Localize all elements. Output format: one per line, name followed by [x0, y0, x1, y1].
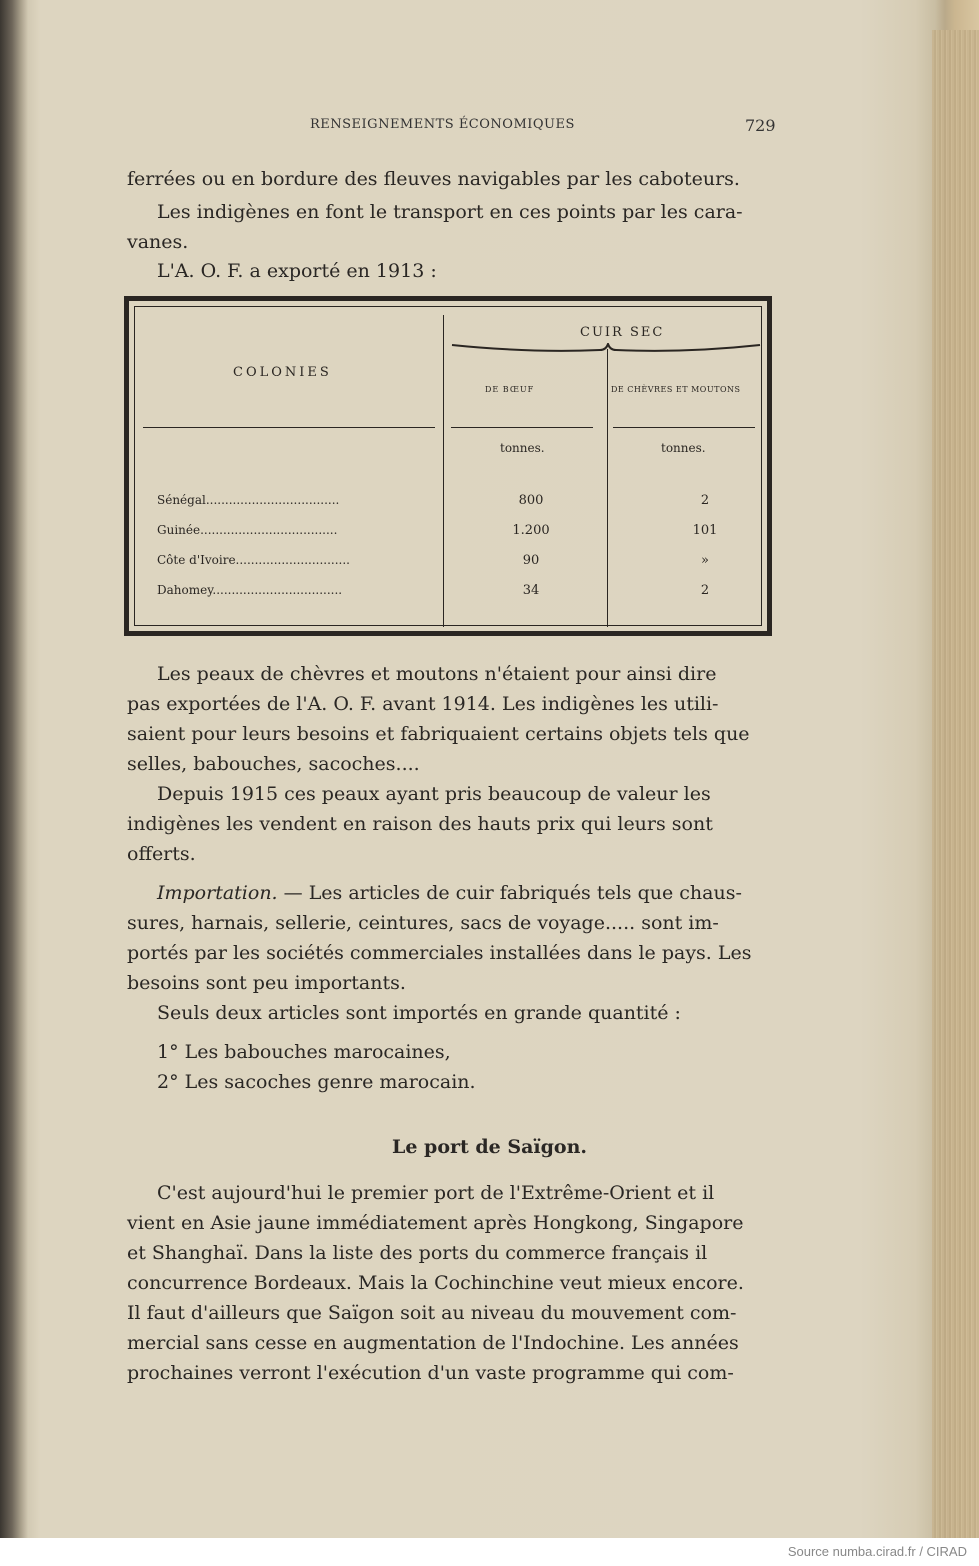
text-line: Il faut d'ailleurs que Saïgon soit au niveau du mouvement com-: [127, 1302, 737, 1324]
leader-dots: ...................................: [205, 493, 340, 507]
paragraph-7: [127, 998, 777, 1028]
text-line: Les indigènes en font le transport en ces points par les cara-: [157, 201, 743, 223]
text-line: offerts.: [127, 843, 196, 865]
text-line: saient pour leurs besoins et fabriquaient certains objets tels que: [127, 723, 750, 745]
unit-chevres: tonnes.: [661, 441, 706, 455]
header-rule: [613, 427, 755, 428]
table-inner-frame: [134, 306, 762, 626]
paragraph-4: [127, 659, 777, 779]
text-line: selles, babouches, sacoches....: [127, 753, 420, 775]
value-chevres: 2: [700, 583, 710, 598]
header-rule: [143, 427, 435, 428]
enumerated-list: [127, 1037, 777, 1097]
book-page-edges: [932, 30, 979, 1538]
text-line: L'A. O. F. a exporté en 1913 :: [157, 260, 437, 282]
value-chevres: »: [701, 553, 709, 568]
sub-header-boeuf: DE BŒUF: [485, 385, 535, 394]
leader-dots: ..............................: [235, 553, 350, 567]
value-chevres: 2: [700, 493, 710, 508]
page-number: 729: [745, 116, 776, 135]
table-row: [157, 583, 342, 597]
column-divider: [607, 349, 608, 627]
text-line: indigènes les vendent en raison des hauts prix qui leurs sont: [127, 813, 713, 835]
text-line: ferrées ou en bordure des fleuves navigables par les caboteurs.: [127, 168, 740, 190]
header-rule: [451, 427, 593, 428]
value-boeuf: 800: [518, 493, 544, 508]
paragraph-5: [127, 779, 777, 869]
column-divider: [443, 315, 444, 627]
table-row: [157, 523, 337, 537]
row-label: Guinée: [157, 523, 201, 537]
text-line: concurrence Bordeaux. Mais la Cochinchine veut mieux encore.: [127, 1272, 744, 1294]
list-item: 1° Les babouches marocaines,: [157, 1041, 451, 1063]
text-line: Seuls deux articles sont importés en grande quantité :: [157, 1002, 681, 1024]
section-heading: Le port de Saïgon.: [391, 1136, 588, 1158]
paragraph-8: [127, 1178, 777, 1388]
running-head: RENSEIGNEMENTS ÉCONOMIQUES: [310, 117, 575, 132]
text-line: besoins sont peu importants.: [127, 972, 406, 994]
row-label: Dahomey: [157, 583, 213, 597]
source-footer: [0, 1538, 979, 1566]
table-row: [157, 493, 339, 507]
paragraph-6: [127, 878, 777, 998]
text-line: et Shanghaï. Dans la liste des ports du commerce français il: [127, 1242, 708, 1264]
text-line: [127, 878, 777, 908]
text-line: vanes.: [127, 231, 189, 253]
text-line: portés par les sociétés commerciales installées dans le pays. Les: [127, 942, 752, 964]
row-label: Sénégal: [157, 493, 206, 507]
leader-dots: ..................................: [212, 583, 343, 597]
table-row: [157, 553, 350, 567]
text-line: pas exportées de l'A. O. F. avant 1914. Les indigènes les utili-: [127, 693, 719, 715]
italic-lead: Importation.: [157, 882, 278, 904]
export-table: [124, 296, 772, 636]
value-chevres: 101: [692, 523, 718, 538]
value-boeuf: 34: [522, 583, 540, 598]
paragraph-2: [127, 197, 777, 257]
paragraph-1: [127, 164, 777, 194]
paragraph-3: [127, 256, 777, 286]
value-boeuf: 1.200: [512, 523, 550, 538]
group-header: CUIR SEC: [580, 325, 665, 340]
leader-dots: ....................................: [200, 523, 338, 537]
text-line: prochaines verront l'exécution d'un vaste programme qui com-: [127, 1362, 734, 1384]
source-credit: Source numba.cirad.fr / CIRAD: [787, 1544, 967, 1559]
brace-decoration: [450, 343, 762, 355]
colonies-header: COLONIES: [233, 365, 332, 380]
text-line-rest: — Les articles de cuir fabriqués tels que chaus-: [277, 882, 742, 904]
value-boeuf: 90: [522, 553, 540, 568]
text-line: mercial sans cesse en augmentation de l'Indochine. Les années: [127, 1332, 739, 1354]
text-line: vient en Asie jaune immédiatement après Hongkong, Singapore: [127, 1212, 744, 1234]
text-line: Depuis 1915 ces peaux ayant pris beaucoup de valeur les: [157, 783, 711, 805]
text-line: C'est aujourd'hui le premier port de l'Extrême-Orient et il: [157, 1182, 715, 1204]
text-line: sures, harnais, sellerie, ceintures, sacs de voyage..... sont im-: [127, 912, 719, 934]
text-line: Les peaux de chèvres et moutons n'étaient pour ainsi dire: [157, 663, 717, 685]
row-label: Côte d'Ivoire: [157, 553, 236, 567]
sub-header-chevres: DE CHÈVRES ET MOUTONS: [611, 385, 741, 394]
list-item: 2° Les sacoches genre marocain.: [157, 1071, 476, 1093]
unit-boeuf: tonnes.: [500, 441, 545, 455]
